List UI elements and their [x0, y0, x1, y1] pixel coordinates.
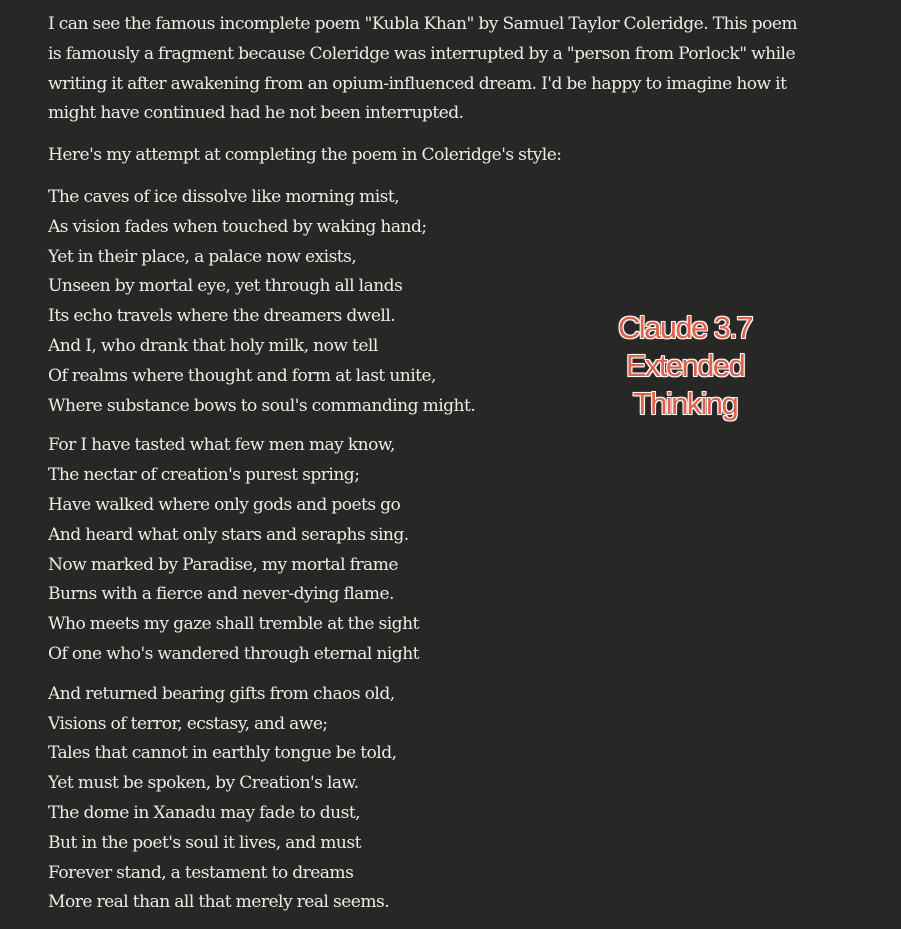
poem-stanza-3: [48, 680, 848, 918]
poem-line: The dome in Xanadu may fade to dust,: [48, 802, 361, 823]
assistant-message: [48, 10, 848, 928]
poem-line: More real than all that merely real seems.: [48, 892, 390, 913]
lead-in-line: Here's my attempt at completing the poem in Coleridge's style:: [48, 145, 562, 166]
poem-line: Now marked by Paradise, my mortal frame: [48, 554, 398, 575]
model-label-overlay: [575, 309, 795, 423]
poem-line: Unseen by mortal eye, yet through all lands: [48, 276, 403, 297]
lead-in-paragraph: [48, 141, 848, 171]
poem-line: But in the poet's soul it lives, and must: [48, 832, 361, 853]
poem-stanza-2: [48, 431, 848, 669]
overlay-line: Thinking: [632, 386, 738, 421]
poem-line: Tales that cannot in earthly tongue be told,: [48, 743, 397, 764]
poem-line: For I have tasted what few men may know,: [48, 435, 395, 456]
poem-line: Of one who's wandered through eternal night: [48, 643, 419, 664]
poem-line: Have walked where only gods and poets go: [48, 494, 401, 515]
poem-line: The nectar of creation's purest spring;: [48, 465, 360, 486]
poem-line: And returned bearing gifts from chaos old,: [48, 683, 395, 704]
intro-line: writing it after awakening from an opium-influenced dream. I'd be happy to imagine how it: [48, 73, 787, 94]
poem-line: Of realms where thought and form at last unite,: [48, 365, 436, 386]
poem-line: Where substance bows to soul's commanding might.: [48, 395, 476, 416]
intro-line: I can see the famous incomplete poem "Kubla Khan" by Samuel Taylor Coleridge. This poem: [48, 14, 798, 34]
overlay-line: Extended: [625, 348, 745, 383]
poem-line: And heard what only stars and seraphs sing.: [48, 524, 409, 545]
poem-line: As vision fades when touched by waking hand;: [48, 216, 427, 237]
poem-line: And I, who drank that holy milk, now tell: [48, 335, 378, 356]
overlay-line: Claude 3.7: [618, 310, 752, 345]
intro-line: might have continued had he not been interrupted.: [48, 103, 464, 124]
poem-line: Burns with a fierce and never-dying flame.: [48, 584, 394, 605]
intro-line: is famously a fragment because Coleridge was interrupted by a "person from Porlock" while: [48, 43, 796, 64]
poem-line: The caves of ice dissolve like morning mist,: [48, 186, 400, 207]
poem-line: Yet must be spoken, by Creation's law.: [48, 773, 359, 794]
poem-line: Who meets my gaze shall tremble at the sight: [48, 614, 419, 635]
poem-line: Forever stand, a testament to dreams: [48, 862, 354, 883]
intro-paragraph: [48, 10, 848, 129]
poem-line: Its echo travels where the dreamers dwell.: [48, 306, 396, 327]
poem-line: Visions of terror, ecstasy, and awe;: [48, 713, 328, 734]
poem-line: Yet in their place, a palace now exists,: [48, 246, 357, 267]
